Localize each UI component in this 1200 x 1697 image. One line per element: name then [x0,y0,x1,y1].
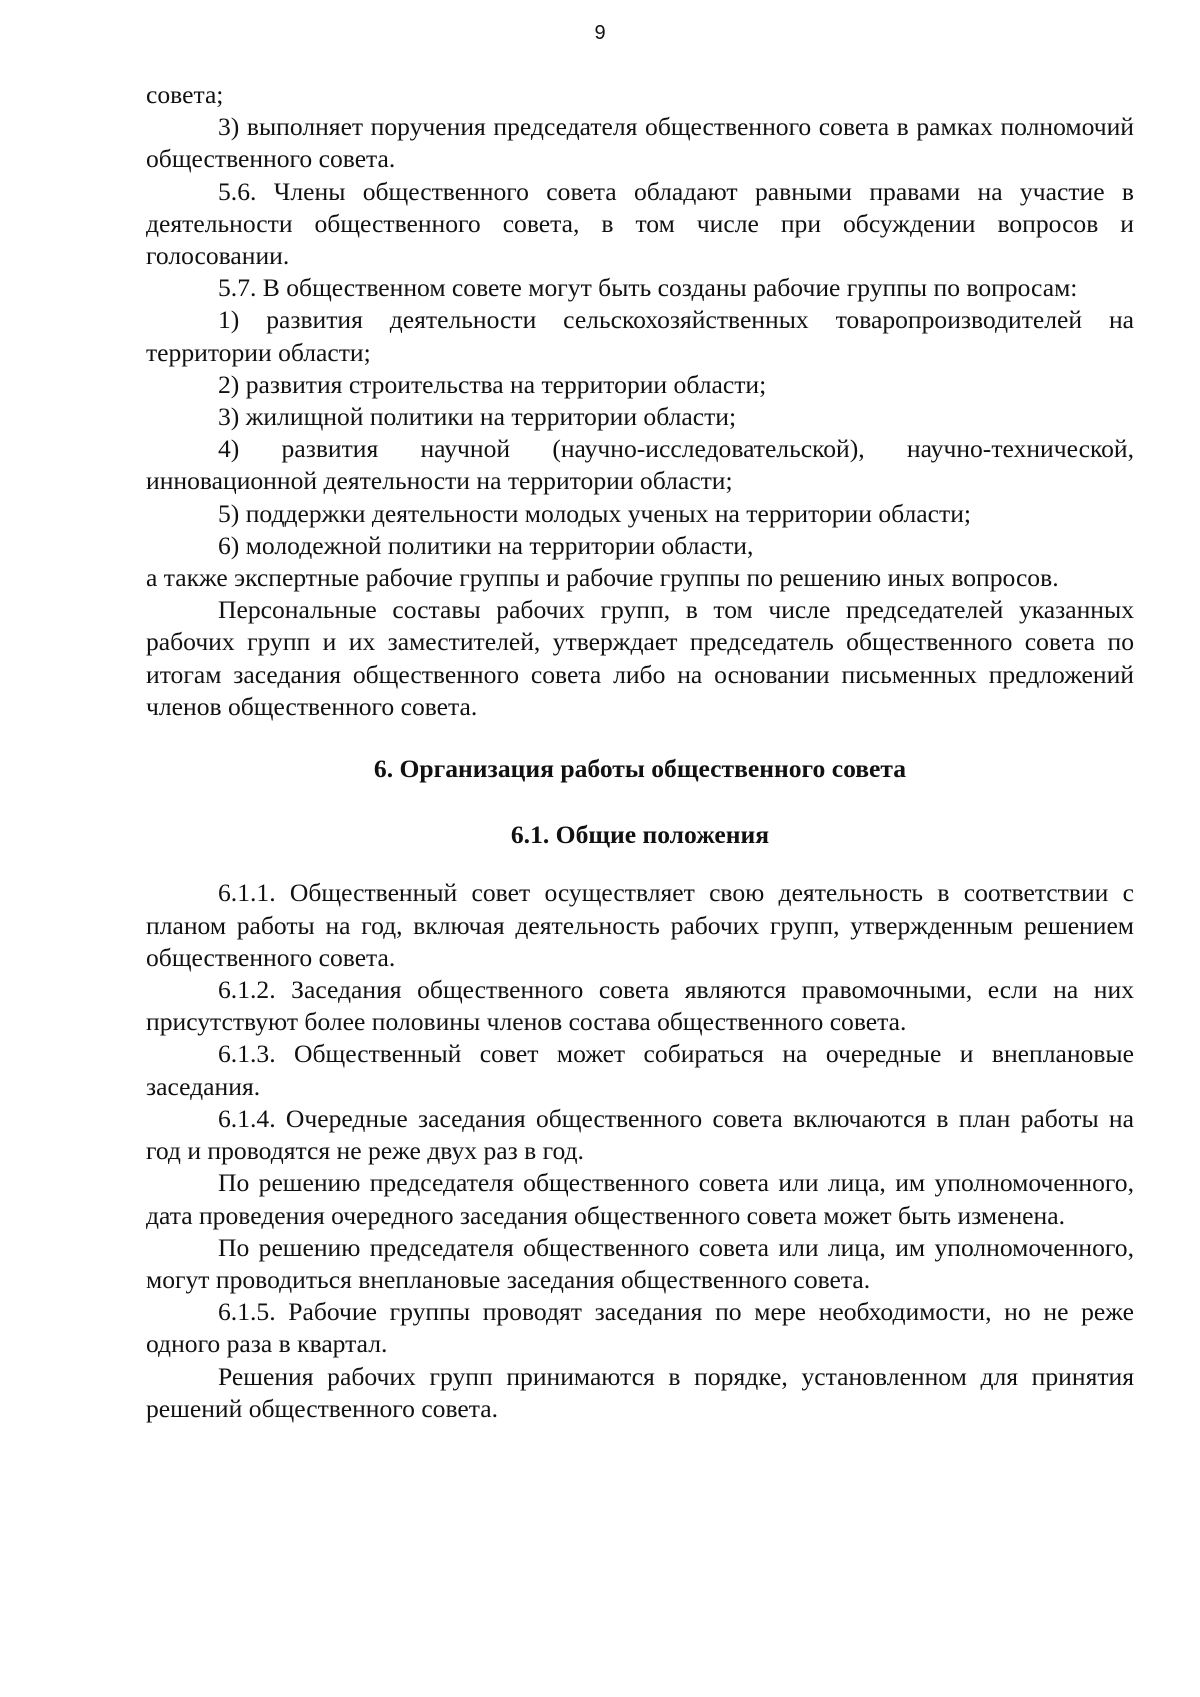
section-heading: 6. Организация работы общественного совета [373,754,907,784]
paragraph: 5.7. В общественном совете могут быть созданы рабочие группы по вопросам: [218,273,1078,303]
list-item: 3) жилищной политики на территории области; [218,402,737,432]
paragraph: 6.1.2. Заседания общественного совета являются правомочными, если на них присутствуют более половины членов состава общественного совета. [146,975,1134,1037]
paragraph: 6.1.5. Рабочие группы проводят заседания по мере необходимости, но не реже одного раза в квартал. [146,1297,1134,1359]
list-item: 2) развития строительства на территории области; [218,369,767,399]
paragraph: а также экспертные рабочие группы и рабочие группы по решению иных вопросов. [146,563,1059,593]
list-item: 4) развития научной (научно-исследовательской), научно-технической, инновационной деятельности на территории области; [146,434,1134,496]
paragraph: 5.6. Члены общественного совета обладают равными правами на участие в деятельности общественного совета, в том числе при обсуждении вопросов и голосовании. [146,176,1134,271]
paragraph: совета; [146,80,224,109]
list-item: 6) молодежной политики на территории области, [218,530,754,560]
paragraph: Решения рабочих групп принимаются в порядке, установленном для принятия решений общественного совета. [146,1361,1134,1423]
paragraph: 6.1.4. Очередные заседания общественного совета включаются в план работы на год и проводятся не реже двух раз в год. [146,1103,1134,1166]
page-number: 9 [594,22,606,44]
list-item: 5) поддержки деятельности молодых ученых на территории области; [218,498,972,528]
paragraph: 3) выполняет поручения председателя общественного совета в рамках полномочий общественного совета. [146,112,1134,174]
subsection-heading: 6.1. Общие положения [510,820,770,850]
list-item: 1) развития деятельности сельскохозяйственных товаропроизводителей на территории области; [146,305,1134,367]
paragraph: 6.1.1. Общественный совет осуществляет свою деятельность в соответствии с планом работы на год, включая деятельность рабочих групп, утвержденным решением общественного совета. [146,878,1134,972]
paragraph: По решению председателя общественного совета или лица, им уполномоченного, дата проведения очередного заседания общественного совета может быть изменена. [146,1168,1134,1230]
bottom-paragraphs [146,877,1134,1424]
paragraph: Персональные составы рабочих групп, в том числе председателей указанных рабочих групп и их заместителей, утверждает председатель общественного совета по итогам заседания общественного совета либо на основании письменных предложений членов общественного совета. [146,595,1134,721]
paragraph: По решению председателя общественного совета или лица, им уполномоченного, могут проводиться внеплановые заседания общественного совета. [146,1232,1134,1294]
paragraph: 6.1.3. Общественный совет может собираться на очередные и внеплановые заседания. [146,1039,1134,1101]
top-paragraphs [146,79,1134,723]
document-body [146,79,1134,1425]
